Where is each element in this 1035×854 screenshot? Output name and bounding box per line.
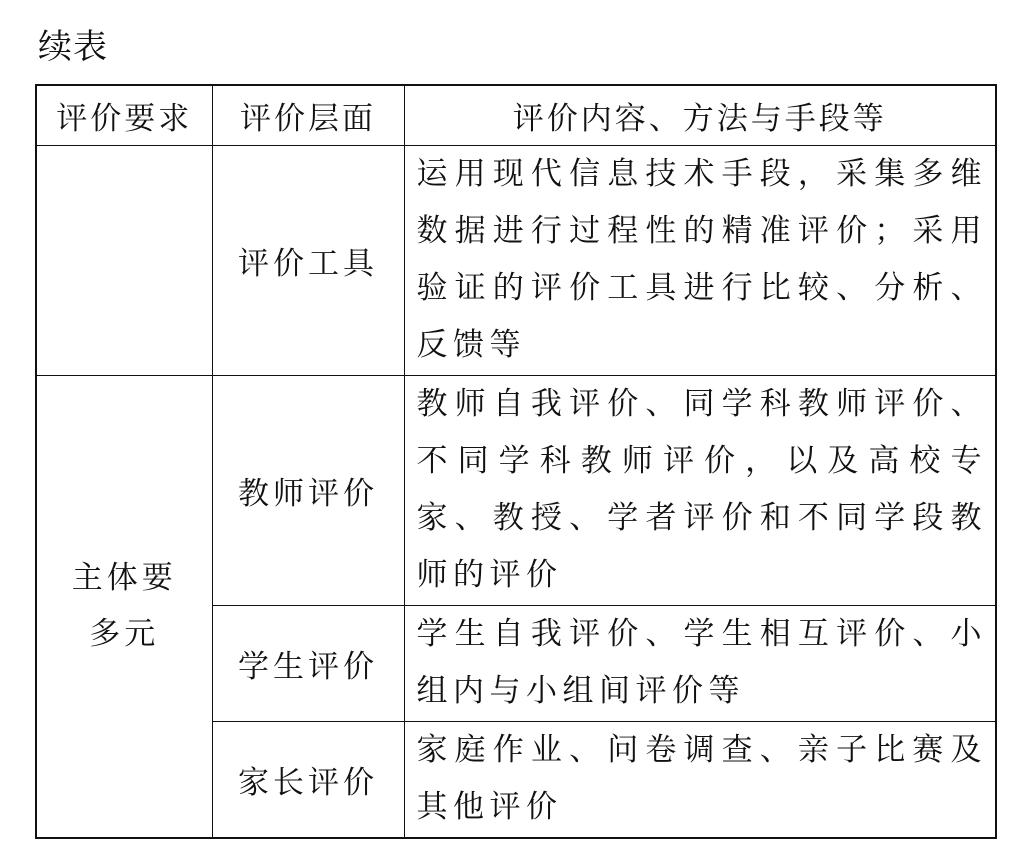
cell-content: 学生自我评价、学生相互评价、小组内与小组间评价等 <box>404 606 996 722</box>
header-level: 评价层面 <box>212 85 404 146</box>
requirement-line: 多元 <box>89 616 160 653</box>
table-header-row <box>36 85 996 146</box>
table-caption: 续表 <box>38 27 108 67</box>
cell-requirement <box>36 376 212 838</box>
header-requirement: 评价要求 <box>36 85 212 146</box>
cell-content: 家庭作业、问卷调查、亲子比赛及其他评价 <box>404 722 996 838</box>
cell-level: 家长评价 <box>212 722 404 838</box>
table-row <box>36 376 996 606</box>
cell-level: 教师评价 <box>212 376 404 606</box>
table-row <box>36 146 996 376</box>
cell-level: 评价工具 <box>212 146 404 376</box>
evaluation-table <box>35 84 997 839</box>
cell-level: 学生评价 <box>212 606 404 722</box>
header-content: 评价内容、方法与手段等 <box>404 85 996 146</box>
cell-content: 运用现代信息技术手段，采集多维数据进行过程性的精准评价；采用验证的评价工具进行比较、分析、反馈等 <box>404 146 996 376</box>
cell-content: 教师自我评价、同学科教师评价、不同学科教师评价，以及高校专家、教授、学者评价和不同学段教师的评价 <box>404 376 996 606</box>
requirement-line: 主体要 <box>71 560 177 597</box>
cell-requirement-empty <box>36 146 212 376</box>
